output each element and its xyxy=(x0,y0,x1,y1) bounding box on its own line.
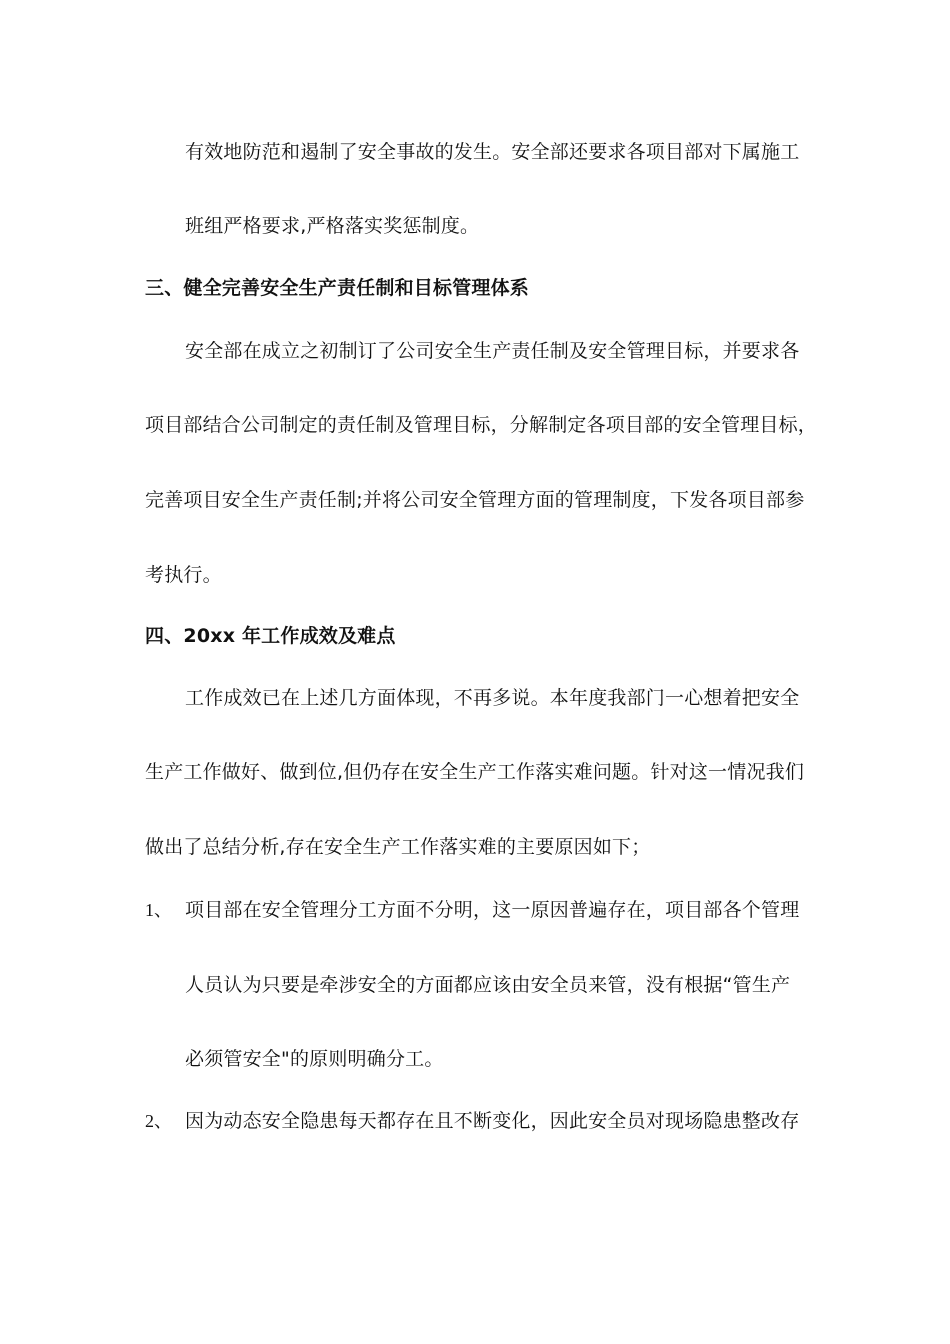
paragraph-line: 考执行。 xyxy=(145,564,222,586)
list-number: 2、 xyxy=(145,1111,172,1131)
paragraph-line: 安全部在成立之初制订了公司安全生产责任制及安全管理目标，并要求各 xyxy=(185,340,800,362)
list-item-line: 必须管安全"的原则明确分工。 xyxy=(185,1048,444,1070)
paragraph-line: 完善项目安全生产责任制;并将公司安全管理方面的管理制度，下发各项目部参 xyxy=(145,489,805,511)
section-heading-4: 四、20xx 年工作成效及难点 xyxy=(145,625,396,647)
list-item-line: 项目部在安全管理分工方面不分明，这一原因普遍存在，项目部各个管理 xyxy=(185,899,800,921)
paragraph-line: 有效地防范和遏制了安全事故的发生。安全部还要求各项目部对下属施工 xyxy=(185,141,800,163)
paragraph-line: 项目部结合公司制定的责任制及管理目标，分解制定各项目部的安全管理目标， xyxy=(145,414,818,436)
list-number: 1、 xyxy=(145,900,172,920)
list-item-line: 因为动态安全隐患每天都存在且不断变化，因此安全员对现场隐患整改存 xyxy=(185,1110,800,1132)
paragraph-line: 做出了总结分析,存在安全生产工作落实难的主要原因如下； xyxy=(145,836,651,858)
paragraph-line: 生产工作做好、做到位,但仍存在安全生产工作落实难问题。针对这一情况我们 xyxy=(145,761,805,783)
paragraph-line: 班组严格要求,严格落实奖惩制度。 xyxy=(185,215,480,237)
section-heading-3: 三、健全完善安全生产责任制和目标管理体系 xyxy=(145,277,530,299)
list-item-line: 人员认为只要是牵涉安全的方面都应该由安全员来管，没有根据“管生产 xyxy=(185,974,791,996)
paragraph-line: 工作成效已在上述几方面体现，不再多说。本年度我部门一心想着把安全 xyxy=(185,687,800,709)
